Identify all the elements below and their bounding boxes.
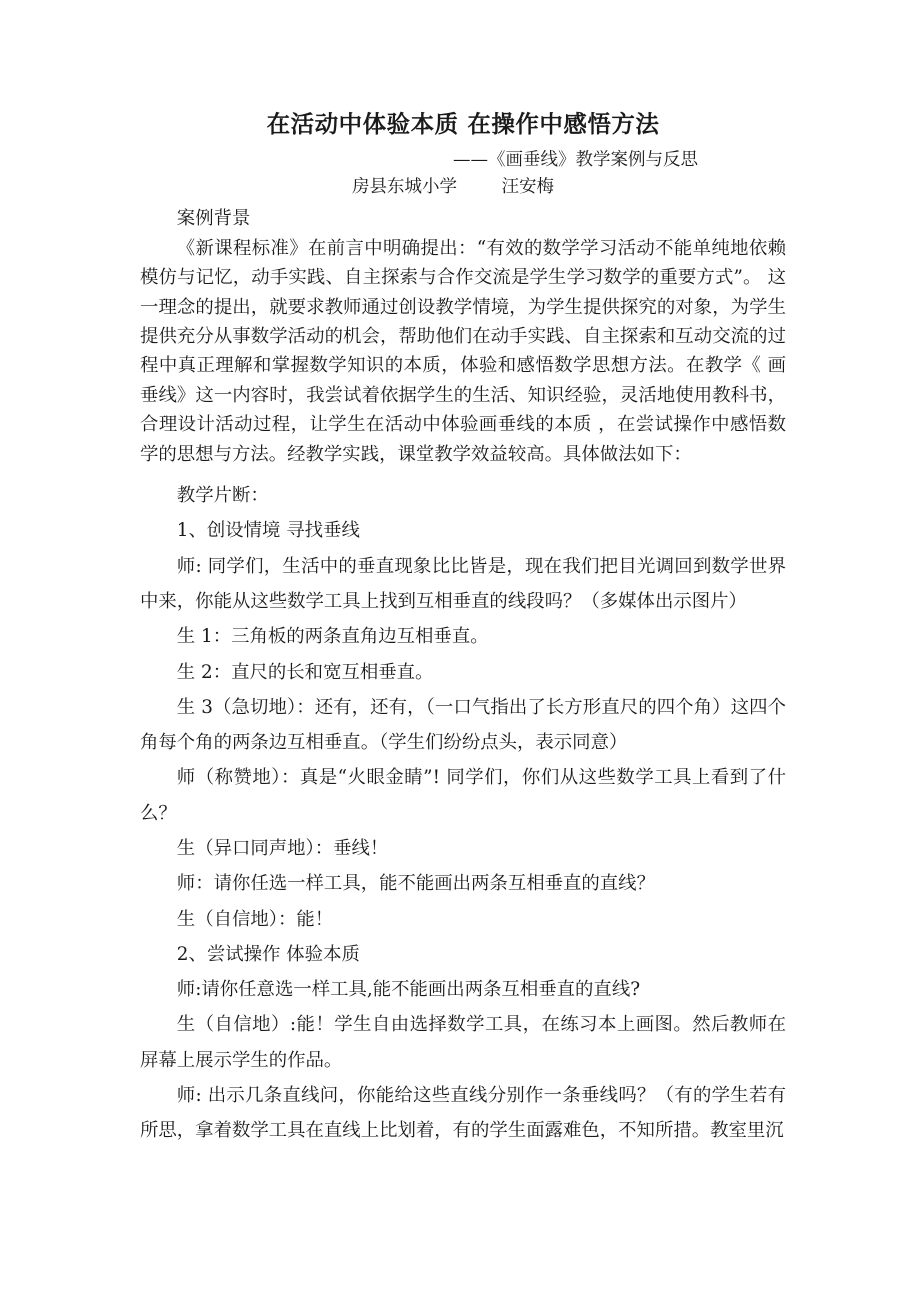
paragraph-background-body: 《新课程标准》在前言中明确提出：“有效的数学学习活动不能单纯地依赖模仿与记忆，动手实践、自主探索与合作交流是学生学习数学的重要方式”。 这一理念的提出，就要求教师通过创设教学情境，为学生提供探究的对象，为学生提供充分从事数学活动的机会，帮助他们在动手实践、自主探索和互动交流的过程中真正理解和掌握数学知识的本质，体验和感悟数学思想方法。在教学《 画垂线》这一内容时，我尝试着依据学生的生活、知识经验，灵活地使用教科书，合理设计活动过程，让学生在活动中体验画垂线的本质 ，在尝试操作中感悟数学的思想与方法。经教学实践，课堂教学效益较高。具体做法如下： [140,237,786,465]
document-subtitle: ——《画垂线》教学案例与反思 [453,150,698,171]
dialogue-line: 师：请你任选一样工具，能不能画出两条互相垂直的直线？ [176,873,655,895]
dialogue-line: 生（异口同声地）：垂线！ [176,838,389,859]
page-title: 在活动中体验本质 在操作中感悟方法 [266,110,660,138]
dialogue-line: 师:请你任意选一样工具,能不能画出两条互相垂直的直线? [176,979,641,1001]
spacer [140,469,786,478]
section-heading-item1: 1、创设情境 寻找垂线 [176,520,360,542]
dialogue-line: 生（自信地）:能！学生自由选择数学工具，在练习本上画图。然后教师在屏幕上展示学生的作品。 [140,1014,786,1071]
dialogue-line: 师: 同学们，生活中的垂直现象比比皆是，现在我们把目光调回到数学世界中来，你能从这些数学工具上找到互相垂直的线段吗？（多媒体出示图片） [140,555,786,612]
dialogue-line: 生 2：直尺的长和宽互相垂直。 [176,661,434,683]
section-heading-fragment: 教学片断： [176,485,269,507]
document-content [140,0,786,1149]
section-heading-background: 案例背景 [176,208,251,230]
dialogue-line: 师: 出示几条直线问，你能给这些直线分别作一条垂线吗？（有的学生若有所思，拿着数学工具在直线上比划着，有的学生面露难色，不知所措。教室里沉 [140,1085,786,1142]
dialogue-line: 师（称赞地）：真是“火眼金睛”! 同学们，你们从这些数学工具上看到了什么？ [140,767,786,824]
section-heading-item2: 2、尝试操作 体验本质 [176,943,360,965]
dialogue-line: 生 3（急切地）：还有，还有，（一口气指出了长方形直尺的四个角）这四个角每个角的两条边互相垂直。（学生们纷纷点头，表示同意） [140,696,786,754]
dialogue-line: 生 1：三角板的两条直角边互相垂直。 [176,626,489,648]
document-byline: 房县东城小学 汪安梅 [352,177,555,197]
dialogue-line: 生（自信地）：能！ [176,908,334,930]
